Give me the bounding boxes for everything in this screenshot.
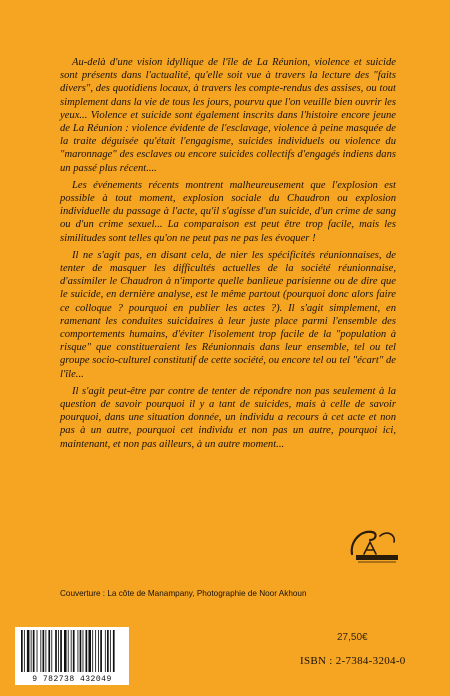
barcode-bar [80, 630, 82, 672]
barcode-bar [71, 630, 72, 672]
barcode-bar [113, 630, 115, 672]
barcode [15, 627, 129, 685]
barcode-icon [19, 630, 125, 674]
barcode-bar [45, 630, 46, 672]
barcode-bar [73, 630, 75, 672]
barcode-bar [33, 630, 35, 672]
barcode-bar [83, 630, 84, 672]
barcode-bar [64, 630, 67, 672]
barcode-bar [40, 630, 41, 672]
barcode-bar [37, 630, 38, 672]
barcode-bar [88, 630, 91, 672]
barcode-bar [100, 630, 102, 672]
isbn: ISBN : 2-7384-3204-0 [300, 655, 406, 667]
barcode-bar [31, 630, 32, 672]
barcode-bar [27, 630, 30, 672]
barcode-bar [105, 630, 106, 672]
barcode-bar [95, 630, 96, 672]
blurb-paragraph-1: Au-delà d'une vision idyllique de l'île de La Réunion, violence et suicide sont présents dans l'actualité, qu'elle soit vue à travers la lecture des "faits divers", des quotidiens locaux, à travers les compte-rendus des assises, ou tout simplement dans la vie de tous les jours, pourvu que l'on veuille bien ouvrir les yeux... Violence et suicide sont également inscrits dans l'histoire encore jeune de La Réunion : violence évidente de l'esclavage, violence à peine masquée de la traite déguisée qu'était l'engagisme, suicides individuels ou violence du "maronnage" des esclaves ou encore suicides collectifs d'engagés indiens dans un passé plus récent.... [60, 57, 396, 174]
blurb-paragraph-3: Il ne s'agit pas, en disant cela, de nier les spécificités réunionnaises, de tenter de masquer les difficultés actuelles de la société réunionnaise, d'assimiler le Chaudron à n'importe quelle banlieue parisienne ou de dire que le suicide, en dernière analyse, est le même partout (pourquoi donc alors faire ce colloque ? pourquoi en publier les actes ?). Il s'agit simplement, en ramenant les conduites suicidaires à leur juste place parmi l'ensemble des comportements humains, d'éviter l'isolement trop facile de la "population à risque" que constitueraient les Réunionnais dans leur ensemble, tel ou tel groupe socio-culturel constitutif de cette société, ou encore tel ou tel "écart" de l'île... [60, 249, 396, 380]
barcode-bar [98, 630, 99, 672]
barcode-bar [60, 630, 62, 672]
barcode-bar [51, 630, 52, 672]
blurb-paragraph-2: Les événements récents montrent malheureusement que l'explosion est possible à tout moment, explosion sociale du Chaudron ou explosion individuelle du passage à l'acte, qu'il s'agisse d'un suicide, d'un crime de sang ou d'un crime sexuel... La comparaison est peut être trop facile, mais les similitudes sont telles qu'on ne peut pas ne pas les évoquer ! [60, 179, 396, 244]
publisher-logo-icon [346, 524, 402, 564]
blurb-text [60, 56, 396, 455]
price: 27,50€ [337, 632, 368, 643]
cover-credit: Couverture : La côte de Manampany, Photographie de Noor Akhoun [60, 589, 307, 598]
barcode-number: 9 782738 432049 [32, 675, 112, 684]
barcode-bar [24, 630, 25, 672]
barcode-bar [43, 630, 45, 672]
barcode-bar [58, 630, 59, 672]
barcode-bar [55, 630, 57, 672]
barcode-bar [21, 630, 23, 672]
barcode-bar [86, 630, 88, 672]
barcode-bar [92, 630, 93, 672]
barcode-bar [107, 630, 109, 672]
barcode-bar [48, 630, 50, 672]
barcode-bar [78, 630, 79, 672]
blurb-paragraph-4: Il s'agit peut-être par contre de tenter de répondre non pas seulement à la question de savoir pourquoi il y a tant de suicides, mais à celle de savoir pourquoi, dans une situation donnée, un individu a recours à cet acte et non pas à un autre, pourquoi cet individu et non pas un autre, pourquoi ici, maintenant, et non pas ailleurs, à un autre moment... [60, 385, 396, 450]
barcode-bar [68, 630, 69, 672]
barcode-bar [110, 630, 111, 672]
